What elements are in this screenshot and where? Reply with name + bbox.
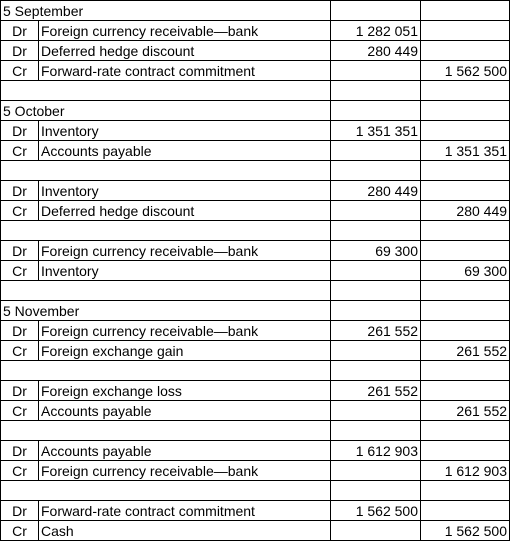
dr-cr-indicator: Dr <box>1 381 39 401</box>
journal-entry-row <box>1 241 510 261</box>
spacer-row <box>1 281 510 301</box>
entry-date: 5 September <box>1 1 331 21</box>
account-name: Deferred hedge discount <box>39 201 331 221</box>
dr-cr-indicator: Cr <box>1 521 39 541</box>
dr-cr-indicator: Cr <box>1 401 39 421</box>
journal-entry-row <box>1 501 510 521</box>
spacer-cell <box>1 221 331 241</box>
credit-amount <box>421 321 510 341</box>
account-name: Deferred hedge discount <box>39 41 331 61</box>
journal-entry-row <box>1 21 510 41</box>
account-name: Foreign currency receivable—bank <box>39 461 331 481</box>
account-name: Inventory <box>39 261 331 281</box>
spacer-cell <box>1 361 331 381</box>
credit-amount: 261 552 <box>421 341 510 361</box>
entry-date: 5 October <box>1 101 331 121</box>
journal-entry-row <box>1 61 510 81</box>
spacer-cell <box>1 421 331 441</box>
debit-amount: 261 552 <box>331 381 421 401</box>
spacer-row <box>1 421 510 441</box>
credit-cell-empty <box>421 81 510 101</box>
journal-entry-row <box>1 261 510 281</box>
dr-cr-indicator: Dr <box>1 121 39 141</box>
spacer-cell <box>1 161 331 181</box>
credit-amount: 1 562 500 <box>421 521 510 541</box>
debit-amount <box>331 261 421 281</box>
credit-amount: 280 449 <box>421 201 510 221</box>
debit-amount: 1 351 351 <box>331 121 421 141</box>
account-name: Foreign currency receivable—bank <box>39 21 331 41</box>
spacer-row <box>1 161 510 181</box>
spacer-row <box>1 221 510 241</box>
credit-amount <box>421 501 510 521</box>
credit-cell-empty <box>421 281 510 301</box>
credit-cell-empty <box>421 421 510 441</box>
credit-amount <box>421 181 510 201</box>
credit-amount <box>421 21 510 41</box>
journal-entry-row <box>1 201 510 221</box>
journal-entry-row <box>1 401 510 421</box>
account-name: Foreign currency receivable—bank <box>39 241 331 261</box>
debit-amount <box>331 401 421 421</box>
dr-cr-indicator: Cr <box>1 61 39 81</box>
debit-amount: 1 562 500 <box>331 501 421 521</box>
debit-amount: 1 282 051 <box>331 21 421 41</box>
spacer-cell <box>1 281 331 301</box>
debit-cell-empty <box>331 221 421 241</box>
credit-amount <box>421 41 510 61</box>
credit-cell-empty <box>421 361 510 381</box>
debit-amount: 280 449 <box>331 181 421 201</box>
spacer-cell <box>1 481 331 501</box>
spacer-row <box>1 361 510 381</box>
debit-amount <box>331 61 421 81</box>
credit-amount <box>421 121 510 141</box>
debit-amount: 1 612 903 <box>331 441 421 461</box>
account-name: Accounts payable <box>39 141 331 161</box>
dr-cr-indicator: Dr <box>1 241 39 261</box>
spacer-cell <box>1 81 331 101</box>
dr-cr-indicator: Cr <box>1 341 39 361</box>
journal-entry-row <box>1 41 510 61</box>
credit-cell-empty <box>421 221 510 241</box>
date-header-row <box>1 101 510 121</box>
credit-amount: 1 562 500 <box>421 61 510 81</box>
debit-amount <box>331 341 421 361</box>
credit-cell-empty <box>421 161 510 181</box>
credit-cell-empty <box>421 301 510 321</box>
debit-amount: 280 449 <box>331 41 421 61</box>
credit-amount <box>421 441 510 461</box>
journal-entry-row <box>1 141 510 161</box>
debit-amount <box>331 461 421 481</box>
debit-cell-empty <box>331 161 421 181</box>
journal-entry-row <box>1 521 510 541</box>
journal-entry-row <box>1 341 510 361</box>
account-name: Foreign currency receivable—bank <box>39 321 331 341</box>
journal-entry-row <box>1 461 510 481</box>
debit-cell-empty <box>331 301 421 321</box>
debit-amount <box>331 141 421 161</box>
dr-cr-indicator: Dr <box>1 501 39 521</box>
dr-cr-indicator: Cr <box>1 261 39 281</box>
debit-amount: 261 552 <box>331 321 421 341</box>
spacer-row <box>1 81 510 101</box>
account-name: Forward-rate contract commitment <box>39 501 331 521</box>
account-name: Forward-rate contract commitment <box>39 61 331 81</box>
dr-cr-indicator: Dr <box>1 321 39 341</box>
dr-cr-indicator: Cr <box>1 461 39 481</box>
account-name: Foreign exchange gain <box>39 341 331 361</box>
journal-entry-row <box>1 441 510 461</box>
account-name: Inventory <box>39 121 331 141</box>
spacer-row <box>1 481 510 501</box>
journal-entry-row <box>1 181 510 201</box>
dr-cr-indicator: Cr <box>1 141 39 161</box>
dr-cr-indicator: Dr <box>1 441 39 461</box>
account-name: Cash <box>39 521 331 541</box>
debit-cell-empty <box>331 361 421 381</box>
date-header-row <box>1 301 510 321</box>
credit-amount: 1 612 903 <box>421 461 510 481</box>
dr-cr-indicator: Cr <box>1 201 39 221</box>
dr-cr-indicator: Dr <box>1 41 39 61</box>
account-name: Accounts payable <box>39 441 331 461</box>
debit-cell-empty <box>331 481 421 501</box>
account-name: Inventory <box>39 181 331 201</box>
debit-cell-empty <box>331 1 421 21</box>
credit-amount: 261 552 <box>421 401 510 421</box>
debit-amount <box>331 521 421 541</box>
account-name: Foreign exchange loss <box>39 381 331 401</box>
credit-amount: 1 351 351 <box>421 141 510 161</box>
credit-cell-empty <box>421 1 510 21</box>
debit-amount <box>331 201 421 221</box>
credit-cell-empty <box>421 481 510 501</box>
debit-cell-empty <box>331 281 421 301</box>
debit-cell-empty <box>331 421 421 441</box>
debit-cell-empty <box>331 81 421 101</box>
journal-body <box>1 1 510 541</box>
account-name: Accounts payable <box>39 401 331 421</box>
credit-amount: 69 300 <box>421 261 510 281</box>
dr-cr-indicator: Dr <box>1 181 39 201</box>
journal-entry-row <box>1 121 510 141</box>
credit-amount <box>421 381 510 401</box>
debit-amount: 69 300 <box>331 241 421 261</box>
journal-entry-row <box>1 381 510 401</box>
credit-amount <box>421 241 510 261</box>
debit-cell-empty <box>331 101 421 121</box>
entry-date: 5 November <box>1 301 331 321</box>
dr-cr-indicator: Dr <box>1 21 39 41</box>
date-header-row <box>1 1 510 21</box>
journal-entry-row <box>1 321 510 341</box>
credit-cell-empty <box>421 101 510 121</box>
